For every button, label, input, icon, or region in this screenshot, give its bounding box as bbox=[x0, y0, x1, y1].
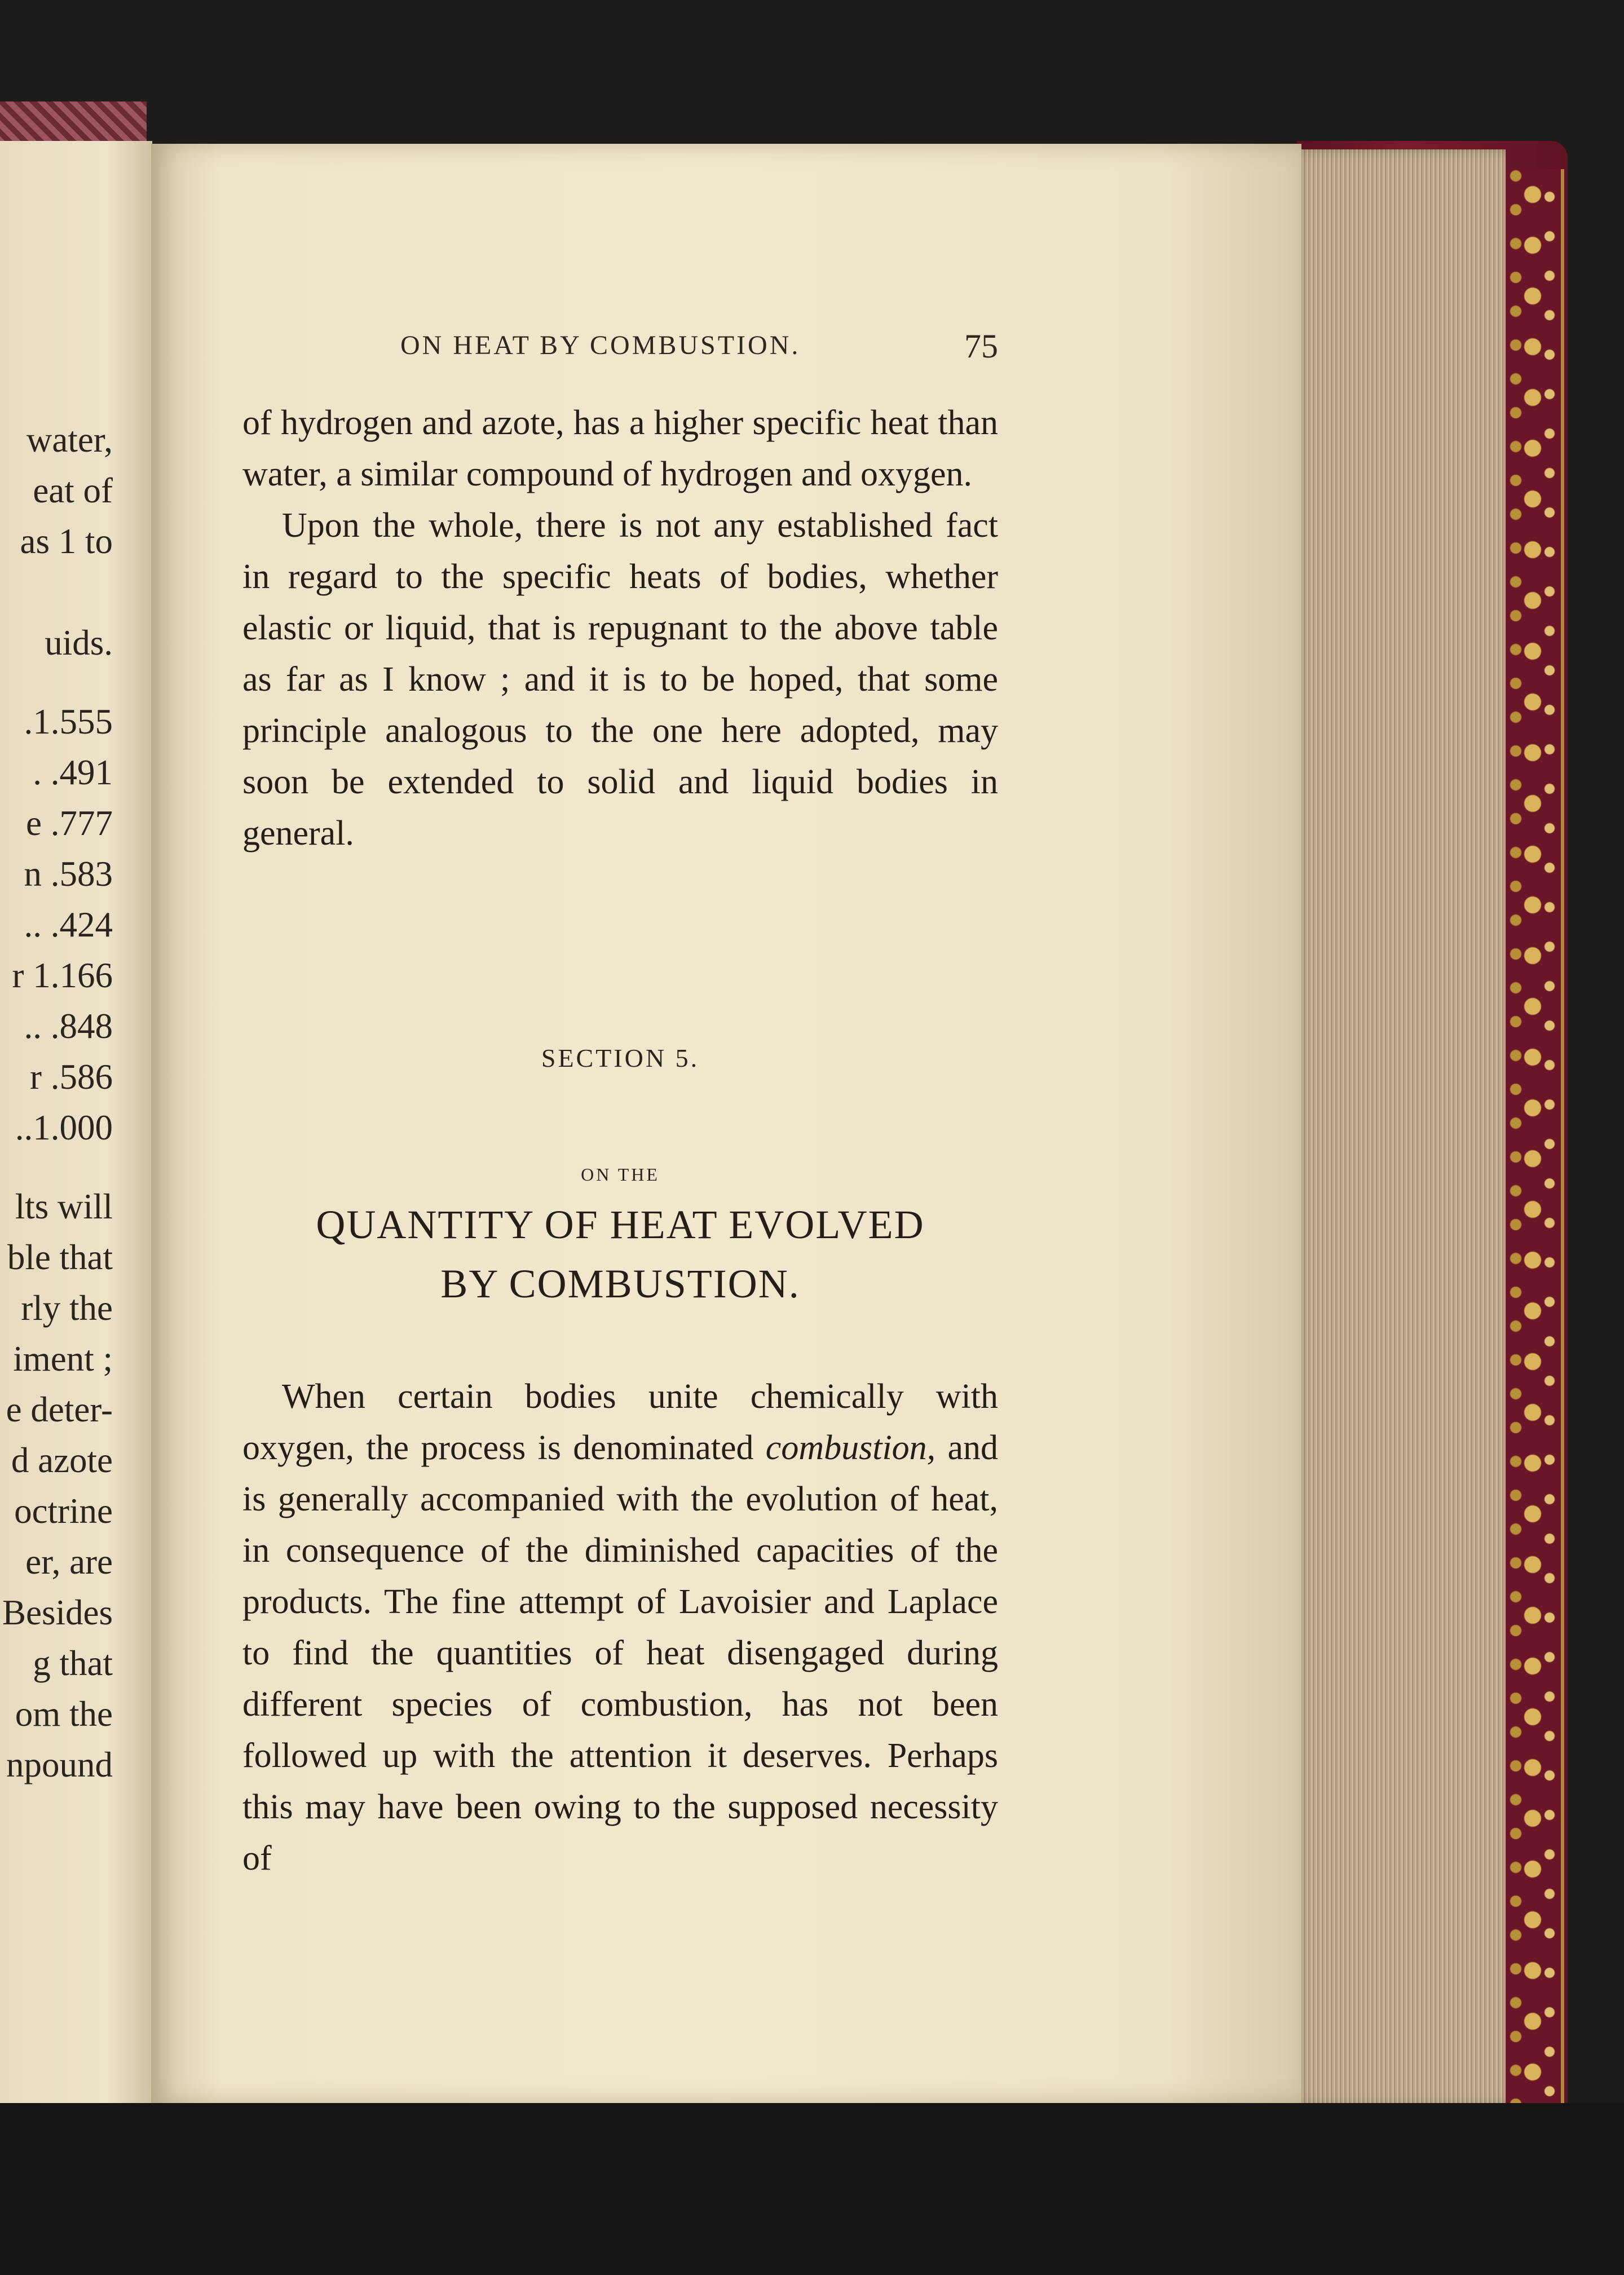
page-edges bbox=[1291, 149, 1506, 2106]
running-head-title: ON HEAT BY COMBUSTION. bbox=[400, 330, 801, 360]
left-line bbox=[2, 567, 113, 617]
section-prefix: ON THE bbox=[581, 1164, 660, 1185]
paragraph-1: of hydrogen and azote, has a higher specific heat than water, a similar compound of hydrogen and oxygen. bbox=[242, 404, 998, 493]
paragraph-3-part-2: and is generally accompanied with the evolution of heat, in consequence of the diminished capacities of the products. The fine attempt of Lavoisier and Laplace to find the quantities of heat disengaged during different species of combustion, has not been followed up with the attention it deserves. Perhaps this may have been owing to the supposed necessity of bbox=[242, 1429, 998, 1878]
left-line: er, are bbox=[25, 1542, 113, 1582]
left-line: lts will bbox=[15, 1187, 113, 1226]
left-line: uids. bbox=[45, 623, 113, 662]
left-line: d azote bbox=[11, 1441, 113, 1480]
left-line: water, bbox=[26, 420, 113, 460]
left-line: iment ; bbox=[13, 1339, 113, 1379]
background-bottom bbox=[0, 2103, 1624, 2275]
left-line: e deter- bbox=[6, 1390, 113, 1429]
left-line: .. .848 bbox=[24, 1006, 113, 1046]
left-line: ble that bbox=[7, 1238, 113, 1277]
left-line: as 1 to bbox=[20, 522, 113, 561]
left-line: octrine bbox=[14, 1491, 113, 1531]
left-line: Besides bbox=[2, 1593, 113, 1632]
left-page bbox=[0, 141, 152, 2103]
left-line: g that bbox=[33, 1644, 113, 1683]
left-line: ..1.000 bbox=[15, 1108, 113, 1147]
background-top bbox=[0, 0, 1624, 141]
section-heading bbox=[242, 1195, 998, 1314]
left-line: eat of bbox=[33, 471, 113, 510]
left-line: .. .424 bbox=[24, 905, 113, 944]
page-number: 75 bbox=[964, 328, 998, 365]
left-line: .1.555 bbox=[24, 702, 113, 741]
left-line: r 1.166 bbox=[12, 956, 113, 995]
left-line: n .583 bbox=[24, 854, 113, 894]
paragraph-3-part-1: When certain bodies unite chemically with oxygen, the process is denominated bbox=[242, 1377, 998, 1467]
left-line: rly the bbox=[21, 1288, 113, 1328]
gilt-decorated-spine bbox=[1500, 169, 1564, 2131]
left-line bbox=[2, 1153, 113, 1181]
left-line bbox=[2, 668, 113, 696]
left-line: npound bbox=[6, 1745, 113, 1784]
heading-line-1: QUANTITY OF HEAT EVOLVED bbox=[316, 1202, 925, 1247]
italic-term: combustion, bbox=[765, 1429, 936, 1467]
paragraph-continued bbox=[242, 397, 998, 859]
left-page-text bbox=[2, 414, 113, 1790]
left-line: . .491 bbox=[33, 753, 113, 792]
paragraph-3-text bbox=[242, 1371, 998, 1884]
heading-line-2: BY COMBUSTION. bbox=[440, 1261, 800, 1306]
paragraph-2: Upon the whole, there is not any established fact in regard to the specific heats of bodies, whether elastic or liquid, that is repugnant to the above table as far as I know ; and it is to be hoped, that some principle analogous to the one here adopted, may soon be extended to solid and liquid bodies in general. bbox=[242, 506, 998, 852]
left-line: e .777 bbox=[26, 803, 113, 843]
left-line: r .586 bbox=[30, 1057, 113, 1097]
section-label: SECTION 5. bbox=[541, 1044, 700, 1072]
left-line: om the bbox=[15, 1694, 113, 1734]
paragraph-3 bbox=[242, 1371, 998, 1884]
